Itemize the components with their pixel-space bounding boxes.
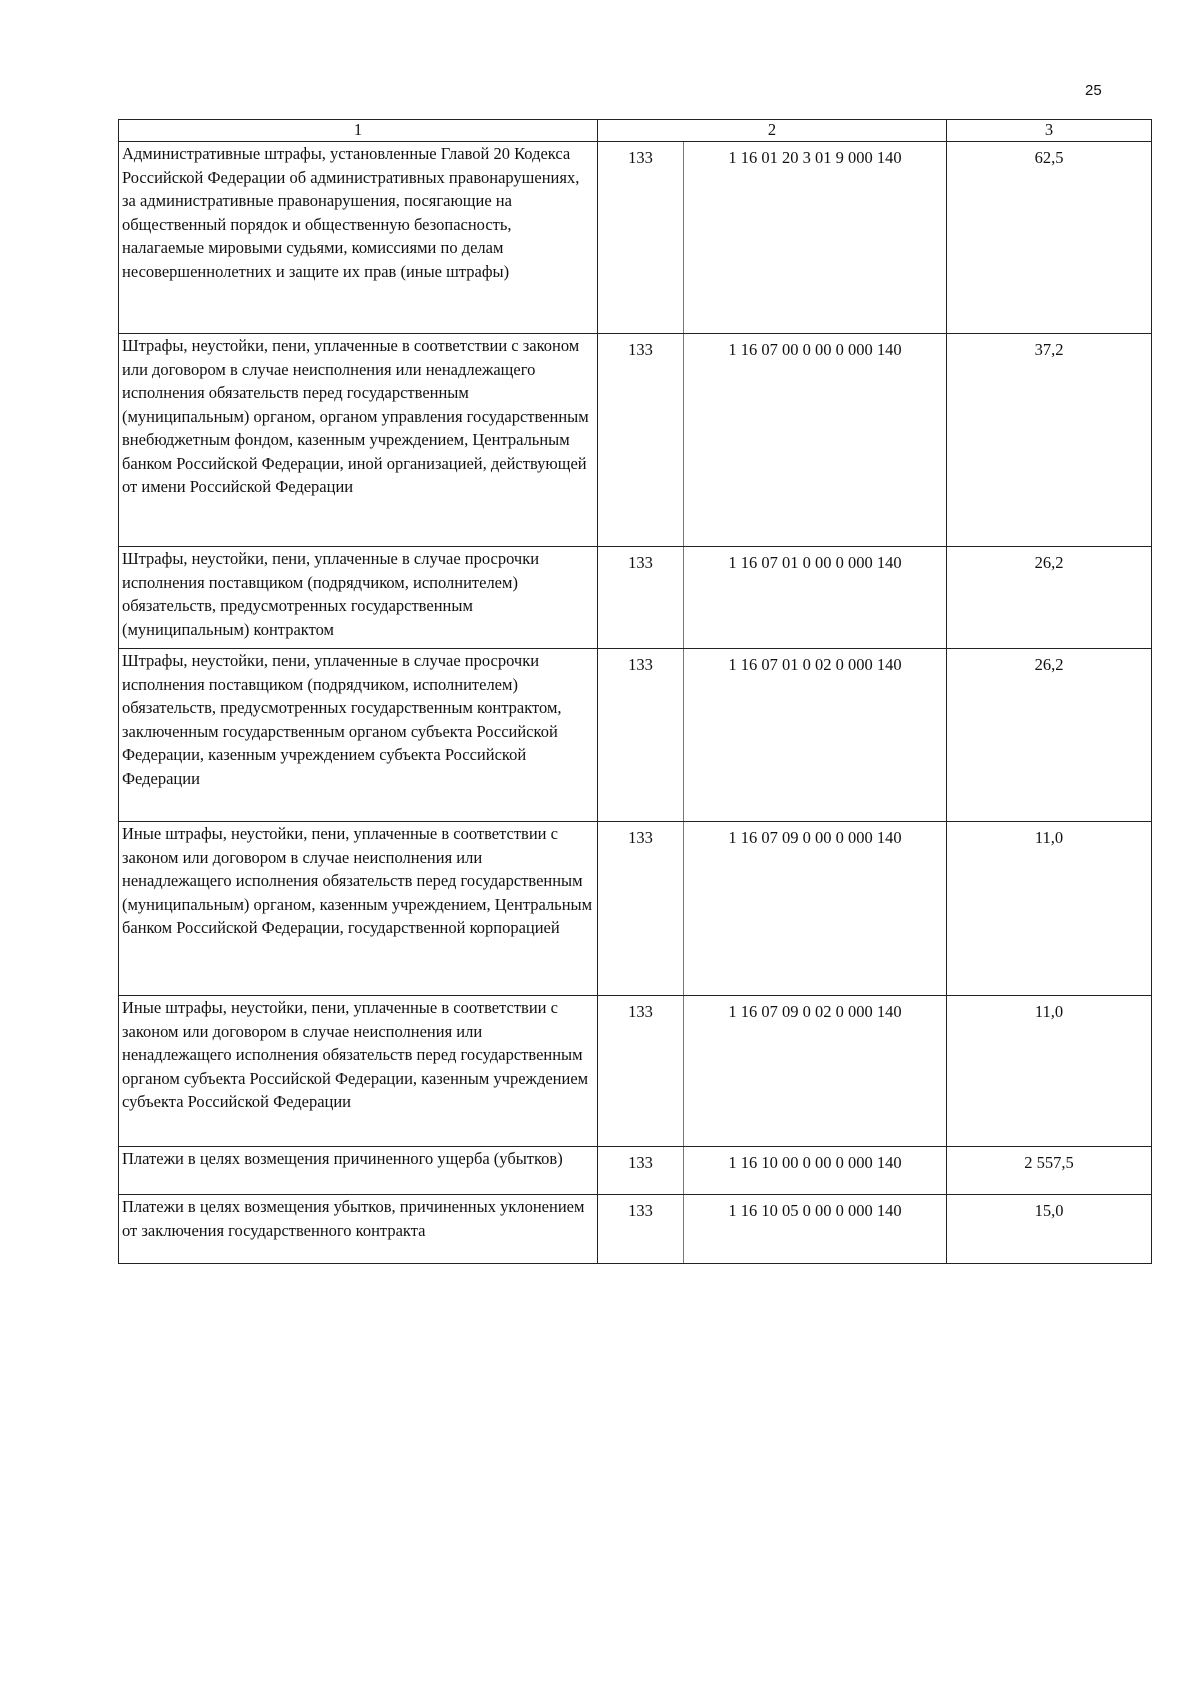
table-row <box>119 996 1152 1147</box>
row-admin-code: 133 <box>598 822 684 996</box>
row-admin-code: 133 <box>598 996 684 1147</box>
row-amount: 62,5 <box>947 142 1152 334</box>
row-amount: 26,2 <box>947 649 1152 822</box>
row-name: Платежи в целях возмещения убытков, причиненных уклонением от заключения государственного контракта <box>119 1195 598 1264</box>
row-admin-code: 133 <box>598 1147 684 1195</box>
row-name: Платежи в целях возмещения причиненного ущерба (убытков) <box>119 1147 598 1195</box>
table-row <box>119 822 1152 996</box>
revenue-table <box>118 119 1152 1264</box>
row-admin-code: 133 <box>598 1195 684 1264</box>
row-amount: 37,2 <box>947 334 1152 547</box>
row-kbk-code: 1 16 07 09 0 02 0 000 140 <box>684 996 947 1147</box>
header-col-1: 1 <box>119 120 598 142</box>
row-name: Штрафы, неустойки, пени, уплаченные в случае просрочки исполнения поставщиком (подрядчиком, исполнителем) обязательств, предусмотренных государственным (муниципальным) контрактом <box>119 547 598 649</box>
row-admin-code: 133 <box>598 547 684 649</box>
page-number: 25 <box>1085 82 1102 99</box>
row-amount: 2 557,5 <box>947 1147 1152 1195</box>
table-row <box>119 1195 1152 1264</box>
row-kbk-code: 1 16 01 20 3 01 9 000 140 <box>684 142 947 334</box>
row-amount: 26,2 <box>947 547 1152 649</box>
row-kbk-code: 1 16 07 09 0 00 0 000 140 <box>684 822 947 996</box>
table-row <box>119 142 1152 334</box>
row-name: Административные штрафы, установленные Главой 20 Кодекса Российской Федерации об административных правонарушениях, за административные правонарушения, посягающие на общественный порядок и общественную безопасность, налагаемые мировыми судьями, комиссиями по делам несовершеннолетних и защите их прав (иные штрафы) <box>119 142 598 334</box>
row-kbk-code: 1 16 10 05 0 00 0 000 140 <box>684 1195 947 1264</box>
row-name: Иные штрафы, неустойки, пени, уплаченные в соответствии с законом или договором в случае неисполнения или ненадлежащего исполнения обязательств перед государственным (муниципальным) органом, казенным учреждением, Центральным банком Российской Федерации, государственной корпорацией <box>119 822 598 996</box>
header-col-3: 3 <box>947 120 1152 142</box>
table-row <box>119 649 1152 822</box>
row-name: Иные штрафы, неустойки, пени, уплаченные в соответствии с законом или договором в случае неисполнения или ненадлежащего исполнения обязательств перед государственным органом субъекта Российской Федерации, казенным учреждением субъекта Российской Федерации <box>119 996 598 1147</box>
table-header-row <box>119 120 1152 142</box>
row-admin-code: 133 <box>598 142 684 334</box>
row-amount: 11,0 <box>947 822 1152 996</box>
table-row <box>119 1147 1152 1195</box>
row-kbk-code: 1 16 10 00 0 00 0 000 140 <box>684 1147 947 1195</box>
row-amount: 11,0 <box>947 996 1152 1147</box>
row-kbk-code: 1 16 07 01 0 00 0 000 140 <box>684 547 947 649</box>
row-admin-code: 133 <box>598 649 684 822</box>
row-name: Штрафы, неустойки, пени, уплаченные в соответствии с законом или договором в случае неисполнения или ненадлежащего исполнения обязательств перед государственным (муниципальным) органом, органом управления государственным внебюджетным фондом, казенным учреждением, Центральным банком Российской Федерации, иной организацией, действующей от имени Российской Федерации <box>119 334 598 547</box>
header-col-2: 2 <box>598 120 947 142</box>
row-admin-code: 133 <box>598 334 684 547</box>
row-name: Штрафы, неустойки, пени, уплаченные в случае просрочки исполнения поставщиком (подрядчиком, исполнителем) обязательств, предусмотренных государственным контрактом, заключенным государственным органом субъекта Российской Федерации, казенным учреждением субъекта Российской Федерации <box>119 649 598 822</box>
row-amount: 15,0 <box>947 1195 1152 1264</box>
table-row <box>119 547 1152 649</box>
table-row <box>119 334 1152 547</box>
row-kbk-code: 1 16 07 01 0 02 0 000 140 <box>684 649 947 822</box>
row-kbk-code: 1 16 07 00 0 00 0 000 140 <box>684 334 947 547</box>
